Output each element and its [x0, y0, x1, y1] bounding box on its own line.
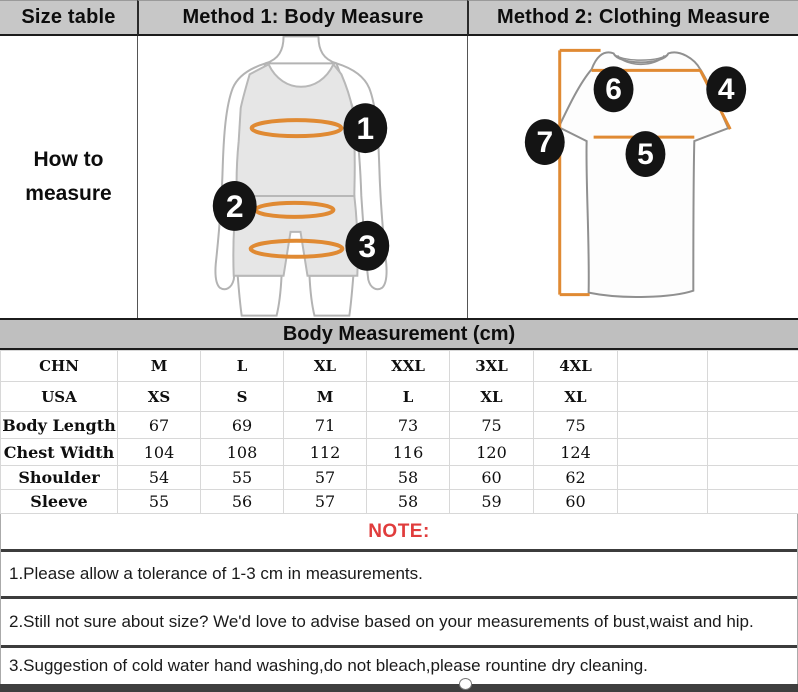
- table-row: [1, 351, 798, 382]
- cell: [708, 382, 798, 412]
- table-row: [1, 439, 798, 466]
- cell: 116: [367, 439, 450, 466]
- cell: L: [201, 351, 284, 382]
- marker-1: 1: [356, 110, 375, 147]
- row-label-sleeve: Sleeve: [1, 490, 118, 514]
- method2-header: Method 2: Clothing Measure: [467, 0, 798, 36]
- marker-3: 3: [358, 227, 377, 264]
- page-curl-notch: [459, 678, 472, 690]
- cell: [618, 490, 708, 514]
- cell: 58: [367, 466, 450, 490]
- cell: 55: [118, 490, 201, 514]
- table-row: [1, 490, 798, 514]
- cell: 75: [534, 412, 618, 439]
- note-item-2: 2.Still not sure about size? We'd love to advise based on your measurements of bust,waist and hip.: [9, 612, 754, 631]
- cell: 4XL: [534, 351, 618, 382]
- cell: 71: [284, 412, 367, 439]
- note-title: NOTE:: [368, 520, 430, 542]
- cell: 120: [450, 439, 534, 466]
- cell: 67: [118, 412, 201, 439]
- row-label-body-length: Body Length: [1, 412, 118, 439]
- cell: [618, 351, 708, 382]
- cell: [708, 351, 798, 382]
- cell: 57: [284, 490, 367, 514]
- table-row: [1, 466, 798, 490]
- cell: [708, 466, 798, 490]
- cell: 59: [450, 490, 534, 514]
- cell: [618, 466, 708, 490]
- cell: L: [367, 382, 450, 412]
- marker-6: 6: [605, 73, 622, 107]
- neck: [266, 36, 337, 63]
- left-leg: [238, 276, 282, 316]
- cell: 60: [534, 490, 618, 514]
- body-figure-illustration: [138, 36, 467, 318]
- row-label-chn: CHN: [1, 351, 118, 382]
- cell: 56: [201, 490, 284, 514]
- cell: 62: [534, 466, 618, 490]
- cell: 60: [450, 466, 534, 490]
- marker-7: 7: [536, 126, 554, 160]
- cell: 3XL: [450, 351, 534, 382]
- cell: 75: [450, 412, 534, 439]
- cell: [708, 439, 798, 466]
- marker-2: 2: [225, 187, 244, 224]
- cell: [618, 439, 708, 466]
- cell: [618, 382, 708, 412]
- tshirt-illustration: [468, 36, 798, 318]
- note-item-1: 1.Please allow a tolerance of 1-3 cm in measurements.: [9, 564, 423, 583]
- how-to-measure-line2: measure: [25, 182, 112, 205]
- body-measurement-title: Body Measurement (cm): [0, 318, 798, 350]
- cell: 54: [118, 466, 201, 490]
- method1-header: Method 1: Body Measure: [137, 0, 467, 36]
- marker-5: 5: [637, 138, 654, 172]
- table-row: [1, 412, 798, 439]
- cell: [708, 490, 798, 514]
- cell: 108: [201, 439, 284, 466]
- top-section: [0, 0, 798, 318]
- row-label-chest-width: Chest Width: [1, 439, 118, 466]
- cell: 73: [367, 412, 450, 439]
- how-to-measure-line1: How to: [33, 148, 104, 172]
- cell: XL: [534, 382, 618, 412]
- body-measure-cell: [137, 36, 467, 318]
- cell: 124: [534, 439, 618, 466]
- note-item-3: 3.Suggestion of cold water hand washing,do not bleach,please rountine dry cleaning.: [9, 656, 648, 675]
- marker-4: 4: [717, 73, 735, 107]
- table-row: [1, 382, 798, 412]
- cell: XXL: [367, 351, 450, 382]
- row-label-usa: USA: [1, 382, 118, 412]
- note-section: [0, 514, 798, 684]
- cell: S: [201, 382, 284, 412]
- cell: M: [284, 382, 367, 412]
- row-label-shoulder: Shoulder: [1, 466, 118, 490]
- cell: 104: [118, 439, 201, 466]
- clothing-measure-cell: [467, 36, 798, 318]
- how-to-measure-cell: [0, 36, 137, 318]
- right-leg: [309, 276, 353, 316]
- cell: [708, 412, 798, 439]
- cell: XL: [450, 382, 534, 412]
- bottom-bar: [0, 684, 798, 692]
- cell: 112: [284, 439, 367, 466]
- cell: 69: [201, 412, 284, 439]
- cell: M: [118, 351, 201, 382]
- cell: 58: [367, 490, 450, 514]
- measurement-table: [0, 350, 798, 514]
- cell: [618, 412, 708, 439]
- cell: XS: [118, 382, 201, 412]
- cell: 57: [284, 466, 367, 490]
- cell: XL: [284, 351, 367, 382]
- size-table-header: Size table: [0, 0, 137, 36]
- cell: 55: [201, 466, 284, 490]
